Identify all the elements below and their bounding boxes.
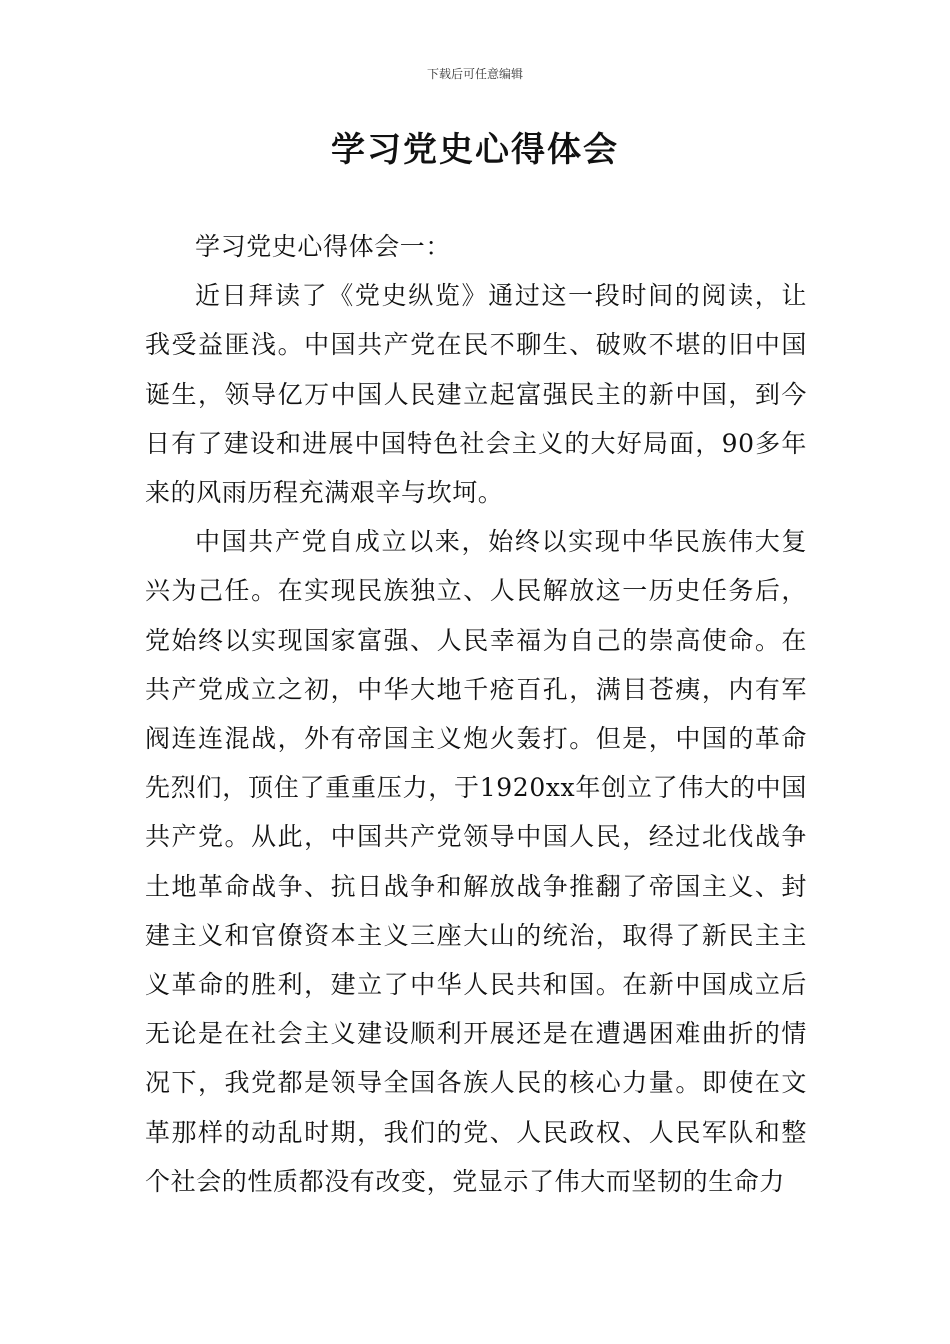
- document-title: 学习党史心得体会: [331, 130, 619, 170]
- body-paragraph: 中国共产党自成立以来，始终以实现中华民族伟大复兴为己任。在实现民族独立、人民解放这一历史任务后，党始终以实现国家富强、人民幸福为自己的崇高使命。在共产党成立之初，中华大地千疮百孔，满目苍痍，内有军阀连连混战，外有帝国主义炮火轰打。但是，中国的革命先烈们，顶住了重重压力，于1920xx年创立了伟大的中国共产党。从此，中国共产党领导中国人民，经过北伐战争土地革命战争、抗日战争和解放战争推翻了帝国主义、封建主义和官僚资本主义三座大山的统治，取得了新民主主义革命的胜利，建立了中华人民共和国。在新中国成立后无论是在社会主义建设顺利开展还是在遭遇困难曲折的情况下，我党都是领导全国各族人民的核心力量。即使在文革那样的动乱时期，我们的党、人民政权、人民军队和整个社会的性质都没有改变，党显示了伟大而坚韧的生命力: [145, 527, 807, 1196]
- body-paragraph: 近日拜读了《党史纵览》通过这一段时间的阅读，让我受益匪浅。中国共产党在民不聊生、破败不堪的旧中国诞生，领导亿万中国人民建立起富强民主的新中国，到今日有了建设和进展中国特色社会主义的大好局面，90多年来的风雨历程充满艰辛与坎坷。: [145, 281, 807, 508]
- document-body: [145, 222, 807, 1206]
- section-heading: 学习党史心得体会一：: [195, 232, 452, 261]
- header-note: 下载后可任意编辑: [426, 67, 523, 81]
